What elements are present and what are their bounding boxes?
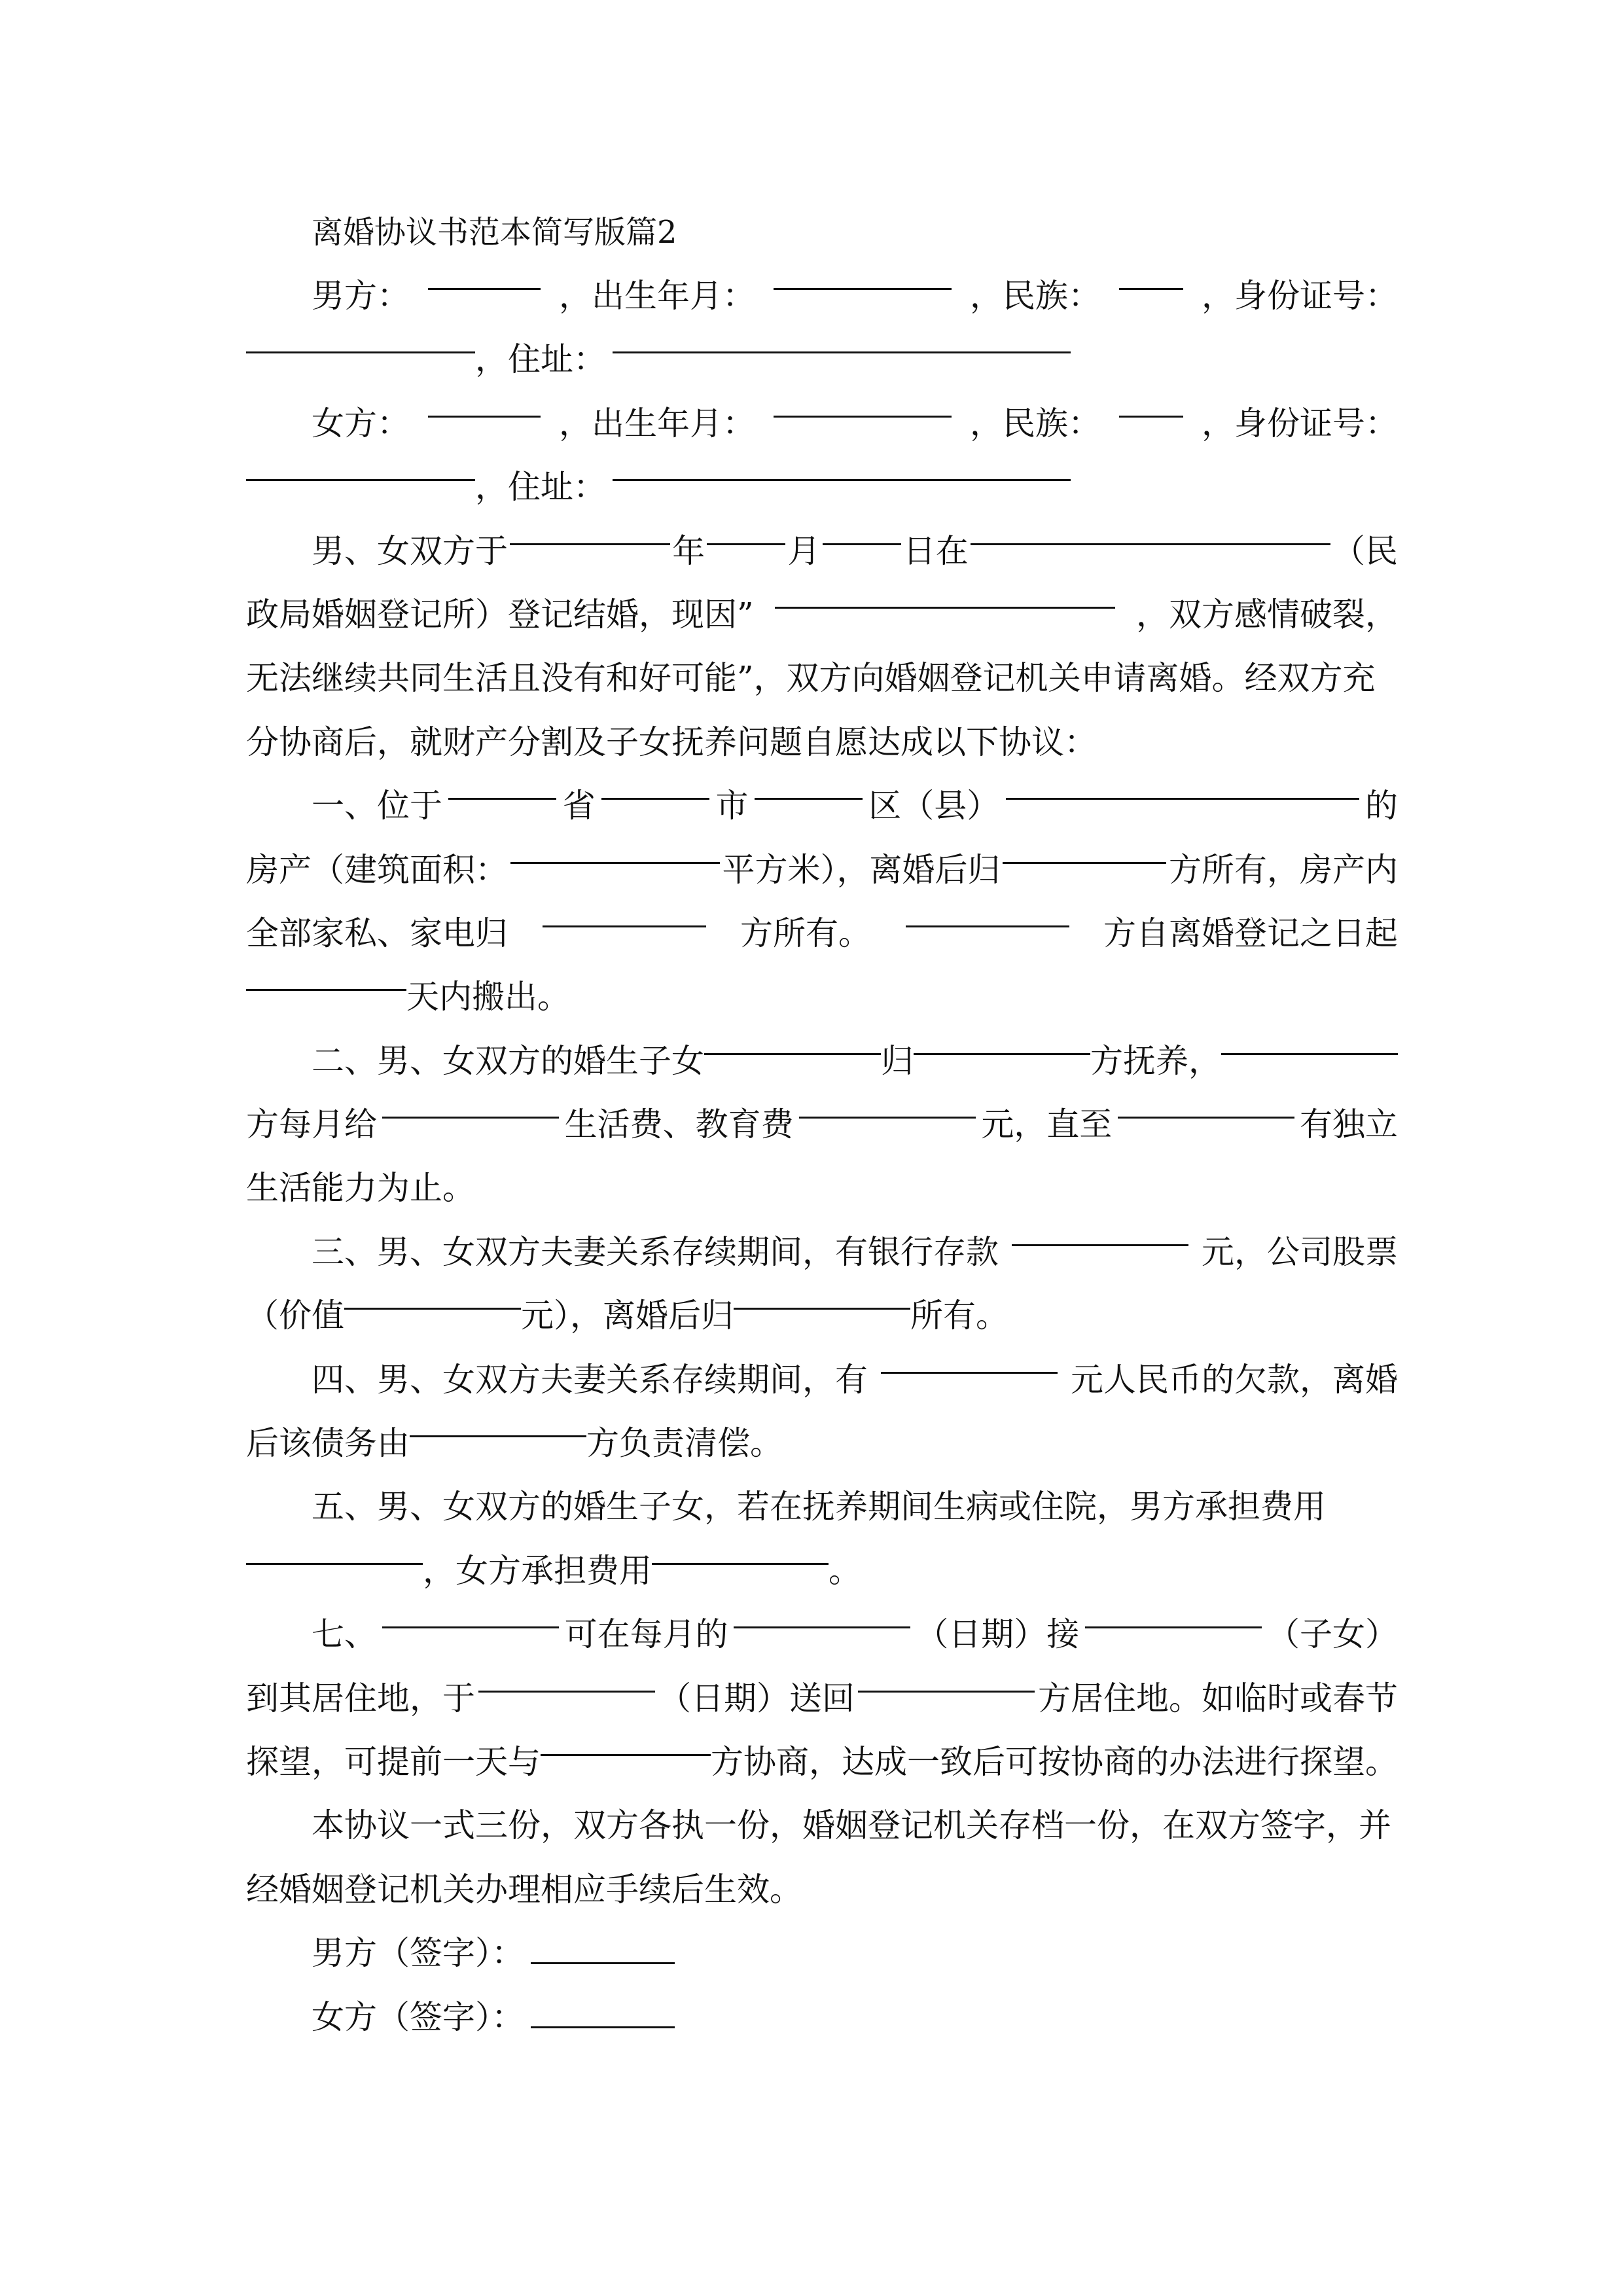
day-label: 日在 [902,531,969,570]
province-label: 省 [562,787,596,825]
husband-id-blank[interactable] [246,328,475,353]
clause7-text: 探望，可提前一天与 [246,1742,541,1781]
clause2-text: 二、男、女双方的婚生子女 [312,1041,704,1080]
clause3-line-1 [246,1221,1398,1284]
closing-line-1 [246,1794,1398,1857]
wife-label: 女方： [312,404,410,442]
clause2-line-3 [246,1157,1398,1220]
clause1-text: 全部家私、家电归 [246,914,508,952]
husband-id-label: ，身份证号： [1202,277,1398,315]
clause5-line-1 [246,1475,1398,1539]
clause3-text: 元，公司股票 [1202,1232,1398,1271]
clause7-text: 方协商，达成一致后可按协商的办法进行探望。 [711,1742,1398,1781]
furniture-owner-blank[interactable] [543,902,706,927]
property-address-blank[interactable] [1006,774,1359,800]
marriage-line-3 [246,647,1398,710]
clause1-line-3 [246,902,1398,965]
city-blank[interactable] [601,774,709,800]
clause7-line-1 [246,1603,1398,1666]
clause2-text: 归 [881,1041,914,1080]
stock-owner-blank[interactable] [734,1284,910,1310]
marriage-text: 政局婚姻登记所）登记结婚，现因” [246,595,754,634]
husband-address-blank[interactable] [613,328,1071,353]
clause1-text: 方自离婚登记之日起 [1103,914,1398,952]
husband-signature-label: 男方（签字）： [312,1934,524,1973]
wife-signature-label: 女方（签字）： [312,1998,524,2036]
bank-deposit-blank[interactable] [1012,1221,1188,1246]
husband-label: 男方： [312,277,410,315]
clause3-text: 元），离婚后归 [521,1297,734,1335]
clause3-line-2 [246,1284,1398,1348]
clause1-text: 的 [1365,787,1398,825]
return-party-blank[interactable] [858,1667,1035,1693]
wife-id-blank[interactable] [246,456,475,481]
clause7-text: （日期）送回 [658,1679,855,1717]
clause7-line-3 [246,1731,1398,1794]
husband-info-line-1 [246,264,1398,328]
husband-birth-label: ，出生年月： [559,277,755,315]
divorce-reason-blank[interactable] [775,583,1115,609]
wife-signature-line [246,1986,1398,2049]
husband-ethnicity-blank[interactable] [1119,264,1183,290]
marriage-day-blank[interactable] [823,520,901,545]
document-title: 离婚协议书范本简写版篇2 [312,214,677,251]
husband-signature-blank[interactable] [531,1939,675,1964]
clause1-text: 方所有。 [740,914,871,952]
clause1-line-2 [246,838,1398,902]
husband-signature-line [246,1922,1398,1985]
closing-text: 经婚姻登记机关办理相应手续后生效。 [246,1870,802,1909]
visiting-party-blank[interactable] [382,1603,559,1628]
property-owner-blank[interactable] [1003,838,1166,864]
clause4-line-1 [246,1348,1398,1412]
district-label: 区（县） [868,787,1000,825]
city-label: 市 [715,787,749,825]
wife-info-line-2 [246,456,1398,519]
clause7-text: 七、 [312,1615,377,1654]
marriage-text: 无法继续共同生活且没有和好可能”，双方向婚姻登记机关申请离婚。经双方充 [246,659,1376,698]
return-date-blank[interactable] [478,1667,655,1693]
wife-address-blank[interactable] [613,456,1071,481]
clause2-text: 有独立 [1299,1105,1398,1144]
husband-birth-blank[interactable] [774,264,952,290]
marriage-text: ，双方感情破裂， [1136,595,1398,634]
clause3-text: （价值 [246,1297,344,1335]
marriage-line-4 [246,711,1398,774]
wife-name-blank[interactable] [428,392,541,418]
wife-address-label: ，住址： [475,468,606,507]
clause2-text: 生活费、教育费 [564,1105,794,1144]
clause5-text: ，女方承担费用 [423,1551,652,1590]
district-blank[interactable] [755,774,863,800]
wife-ethnicity-label: ，民族： [970,404,1101,442]
closing-line-2 [246,1858,1398,1922]
child-name-blank[interactable] [704,1030,881,1055]
clause4-text: 方负责清偿。 [586,1424,783,1463]
clause1-line-4 [246,965,1398,1029]
marriage-text: 男、女双方于 [312,531,508,570]
wife-birth-label: ，出生年月： [559,404,755,442]
wife-medical-cost-blank[interactable] [652,1539,829,1565]
debt-payer-blank[interactable] [410,1412,586,1437]
clause7-text: （子女） [1266,1615,1398,1654]
wife-birth-blank[interactable] [774,392,952,418]
marriage-line-1 [246,520,1398,583]
marriage-year-blank[interactable] [510,520,670,545]
wife-info-line-1 [246,392,1398,456]
clause5-text: 五、男、女双方的婚生子女，若在抚养期间生病或住院，男方承担费用 [312,1488,1326,1526]
clause2-line-2 [246,1093,1398,1157]
clause7-text: 可在每月的 [564,1615,728,1654]
clause1-line-1 [246,774,1398,838]
clause7-text: 到其居住地，于 [246,1679,475,1717]
clause5-line-2 [246,1539,1398,1603]
husband-ethnicity-label: ，民族： [970,277,1101,315]
child-pickup-blank[interactable] [1085,1603,1262,1628]
clause4-text: 元人民币的欠款，离婚 [1071,1360,1398,1399]
clause7-line-2 [246,1667,1398,1731]
clause2-text: 元，直至 [981,1105,1113,1144]
clause2-text: 方每月给 [246,1105,377,1144]
support-until-blank[interactable] [1118,1093,1294,1119]
marriage-text: 分协商后，就财产分割及子女抚养问题自愿达成以下协议： [246,723,1097,761]
wife-signature-blank[interactable] [531,2003,675,2028]
clause7-text: （日期）接 [916,1615,1080,1654]
clause1-text: 天内搬出。 [406,978,570,1016]
husband-info-line-2 [246,328,1398,391]
floor-area-blank[interactable] [510,838,720,864]
clause2-text: 生活能力为止。 [246,1169,475,1208]
clause1-text: 一、位于 [312,787,442,825]
year-label: 年 [672,531,705,570]
clause1-text: 方所有，房产内 [1169,850,1398,889]
stock-value-blank[interactable] [344,1284,521,1310]
wife-ethnicity-blank[interactable] [1119,392,1183,418]
debt-amount-blank[interactable] [881,1348,1058,1374]
clause1-text: 房产（建筑面积： [246,850,508,889]
month-label: 月 [787,531,821,570]
support-amount-blank[interactable] [799,1093,976,1119]
clause4-line-2 [246,1412,1398,1475]
clause7-text: 方居住地。如临时或春节 [1038,1679,1398,1717]
husband-name-blank[interactable] [428,264,541,290]
clause4-text: 四、男、女双方夫妻关系存续期间，有 [312,1360,868,1399]
move-out-party-blank[interactable] [906,902,1069,927]
pickup-date-blank[interactable] [734,1603,910,1628]
marriage-month-blank[interactable] [707,520,785,545]
move-out-days-blank[interactable] [246,965,406,991]
clause2-text: 方抚养， [1090,1041,1221,1080]
support-payer-blank[interactable] [1221,1030,1398,1055]
husband-medical-cost-blank[interactable] [246,1539,423,1565]
province-blank[interactable] [448,774,556,800]
marriage-text: （民 [1332,531,1398,570]
wife-id-label: ，身份证号： [1202,404,1398,442]
clause2-line-1 [246,1030,1398,1093]
registry-office-blank[interactable] [971,520,1330,545]
custody-party-blank[interactable] [914,1030,1090,1055]
clause1-text: 平方米），离婚后归 [722,850,1001,889]
support-recipient-blank[interactable] [382,1093,559,1119]
clause4-text: 后该债务由 [246,1424,410,1463]
marriage-line-2 [246,583,1398,647]
consult-party-blank[interactable] [541,1731,711,1756]
clause5-text: 。 [829,1551,861,1590]
husband-address-label: ，住址： [475,340,606,379]
document-body [246,200,1398,2049]
clause3-text: 所有。 [910,1297,1008,1335]
clause3-text: 三、男、女双方夫妻关系存续期间，有银行存款 [312,1232,999,1271]
closing-text: 本协议一式三份，双方各执一份，婚姻登记机关存档一份，在双方签字，并 [312,1806,1391,1845]
